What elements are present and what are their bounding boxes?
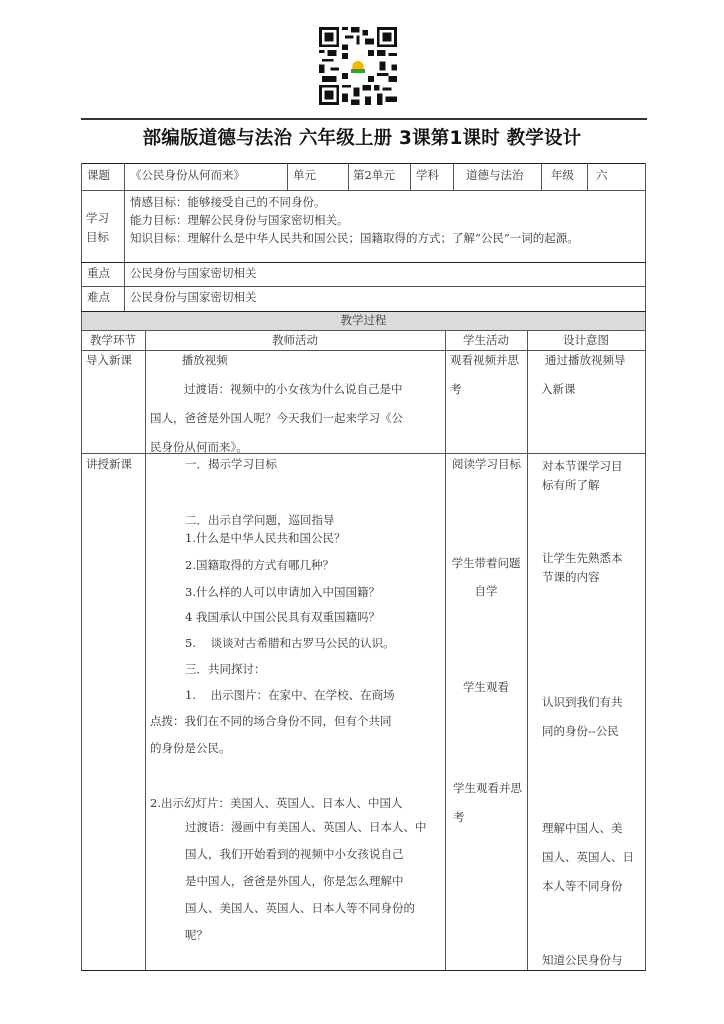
col-divider [445, 330, 446, 970]
objectives-label [86, 209, 109, 247]
objectives-list [130, 193, 645, 247]
transition-line: 呢？ [185, 928, 208, 942]
discussion-1-hint-cont: 的身份是公民。 [150, 741, 231, 755]
stage-intro: 导入新课 [86, 353, 132, 367]
student-self-study [445, 549, 527, 605]
table-border-right [645, 163, 646, 971]
col-divider [527, 330, 528, 970]
unit-label: 单元 [293, 168, 316, 182]
table-border-top [81, 163, 646, 164]
student-line: 自学 [474, 584, 498, 598]
teacher-line: 国人，爸爸是外国人呢？今天我们一起来学习《公 [150, 411, 403, 425]
intent-intro [541, 346, 626, 404]
question-4: 4 我国承认中国公民具有双重国籍吗？ [185, 610, 380, 624]
student-line: 学生观看并思 [453, 781, 522, 795]
objective-emotional: 情感目标：能够接受自己的不同身份。 [130, 195, 326, 209]
qr-code-icon [316, 24, 400, 108]
row-divider [81, 190, 646, 191]
intent-line: 对本节课学习目 [542, 459, 623, 473]
teacher-step2: 二．出示自学问题，巡回指导 [185, 513, 335, 527]
process-title: 教学过程 [340, 313, 387, 327]
document-title: 部编版道德与法治 六年级上册 3课第1课时 教学设计 [142, 128, 582, 149]
header-teacher: 教师活动 [272, 333, 318, 347]
table-border-left [81, 163, 82, 971]
student-line: 学生带着问题 [451, 556, 521, 570]
col-divider [587, 163, 588, 190]
transition-line: 国人，我们开始看到的视频中小女孩说自己 [185, 847, 404, 861]
intent-line: 认识到我们有共 [542, 695, 623, 709]
student-line: 考 [450, 382, 462, 396]
intent-line: 入新课 [541, 382, 576, 396]
key-point-value: 公民身份与国家密切相关 [130, 266, 257, 280]
col-divider [453, 163, 454, 190]
transition-line: 国人、美国人、英国人、日本人等不同身份的 [185, 901, 415, 915]
col-divider [410, 163, 411, 190]
col-divider [145, 330, 146, 970]
row-divider [81, 453, 646, 454]
col-divider [124, 163, 125, 311]
topic-label: 课题 [87, 168, 110, 182]
transition-line: 是中国人，爸爸是外国人，你是怎么理解中 [185, 874, 404, 888]
objective-ability: 能力目标：理解公民身份与国家密切相关。 [130, 213, 349, 227]
difficulty-value: 公民身份与国家密切相关 [130, 290, 257, 304]
transition-line: 过渡语：漫画中有美国人、英国人、日本人、中 [185, 820, 427, 834]
subject-value: 道德与法治 [466, 168, 524, 182]
intent-line: 节课的内容 [542, 570, 600, 584]
row-divider [81, 262, 646, 263]
discussion-2-transition [185, 814, 443, 949]
col-divider [287, 163, 288, 190]
student-intro [450, 346, 519, 404]
objectives-label-line: 目标 [86, 230, 109, 244]
row-divider [81, 286, 646, 287]
student-watch-think [453, 774, 522, 832]
header-intent: 设计意图 [563, 333, 609, 347]
discussion-2: 2.出示幻灯片：美国人、英国人、日本人、中国人 [150, 796, 403, 810]
question-1: 1.什么是中华人民共和国公民？ [185, 531, 346, 545]
question-2: 2.国籍取得的方式有哪几种？ [185, 558, 334, 572]
discussion-1: 1. 出示图片：在家中、在学校、在商场 [185, 688, 395, 702]
intent-familiarize [542, 549, 623, 587]
stage-teaching: 讲授新课 [86, 457, 132, 471]
intent-citizen-identity: 知道公民身份与 [542, 953, 623, 967]
intent-different-identities [542, 814, 634, 901]
student-read-goals: 阅读学习目标 [452, 457, 521, 471]
student-line: 观看视频并思 [450, 353, 519, 367]
key-point-label: 重点 [87, 266, 110, 280]
header-student: 学生活动 [463, 333, 509, 347]
teacher-line: 播放视频 [181, 353, 228, 367]
grade-value: 六 [596, 168, 608, 182]
row-divider [81, 330, 646, 331]
intent-line: 同的身份--公民 [542, 724, 619, 738]
teacher-line: 民身份从何而来》。 [150, 440, 248, 454]
student-line: 考 [453, 810, 465, 824]
intent-line: 标有所了解 [542, 478, 600, 492]
intent-line: 国人、英国人、日 [542, 850, 634, 864]
question-5: 5. 谈谈对古希腊和古罗马公民的认识。 [185, 636, 395, 650]
teacher-intro [150, 346, 443, 462]
intent-goals [542, 457, 623, 495]
intent-common-identity [542, 688, 623, 746]
col-divider [541, 163, 542, 190]
teacher-step3: 三．共同探讨： [185, 662, 266, 676]
discussion-1-hint: 点拨：我们在不同的场合身份不同，但有个共同 [150, 714, 392, 728]
intent-line: 让学生先熟悉本 [542, 551, 623, 565]
topic-value: 《公民身份从何而来》 [130, 168, 245, 182]
table-border-bottom [81, 970, 646, 971]
header-divider [81, 118, 647, 120]
teacher-step1: 一．揭示学习目标 [185, 457, 277, 471]
intent-line: 本人等不同身份 [542, 879, 623, 893]
intent-line: 通过播放视频导 [545, 353, 626, 367]
col-divider [348, 163, 349, 190]
student-watch: 学生观看 [463, 680, 509, 694]
subject-label: 学科 [416, 168, 439, 182]
objective-knowledge: 知识目标：理解什么是中华人民共和国公民；国籍取得的方式；了解“公民”一词的起源。 [130, 231, 579, 245]
header-stage: 教学环节 [90, 333, 136, 347]
question-3: 3.什么样的人可以申请加入中国国籍？ [185, 585, 380, 599]
teacher-line: 过渡语：视频中的小女孩为什么说自己是中 [184, 382, 403, 396]
objectives-label-line: 学习 [86, 211, 109, 225]
intent-line: 理解中国人、美 [542, 821, 623, 835]
unit-value: 第2单元 [353, 168, 395, 182]
grade-label: 年级 [551, 168, 574, 182]
difficulty-label: 难点 [87, 290, 110, 304]
